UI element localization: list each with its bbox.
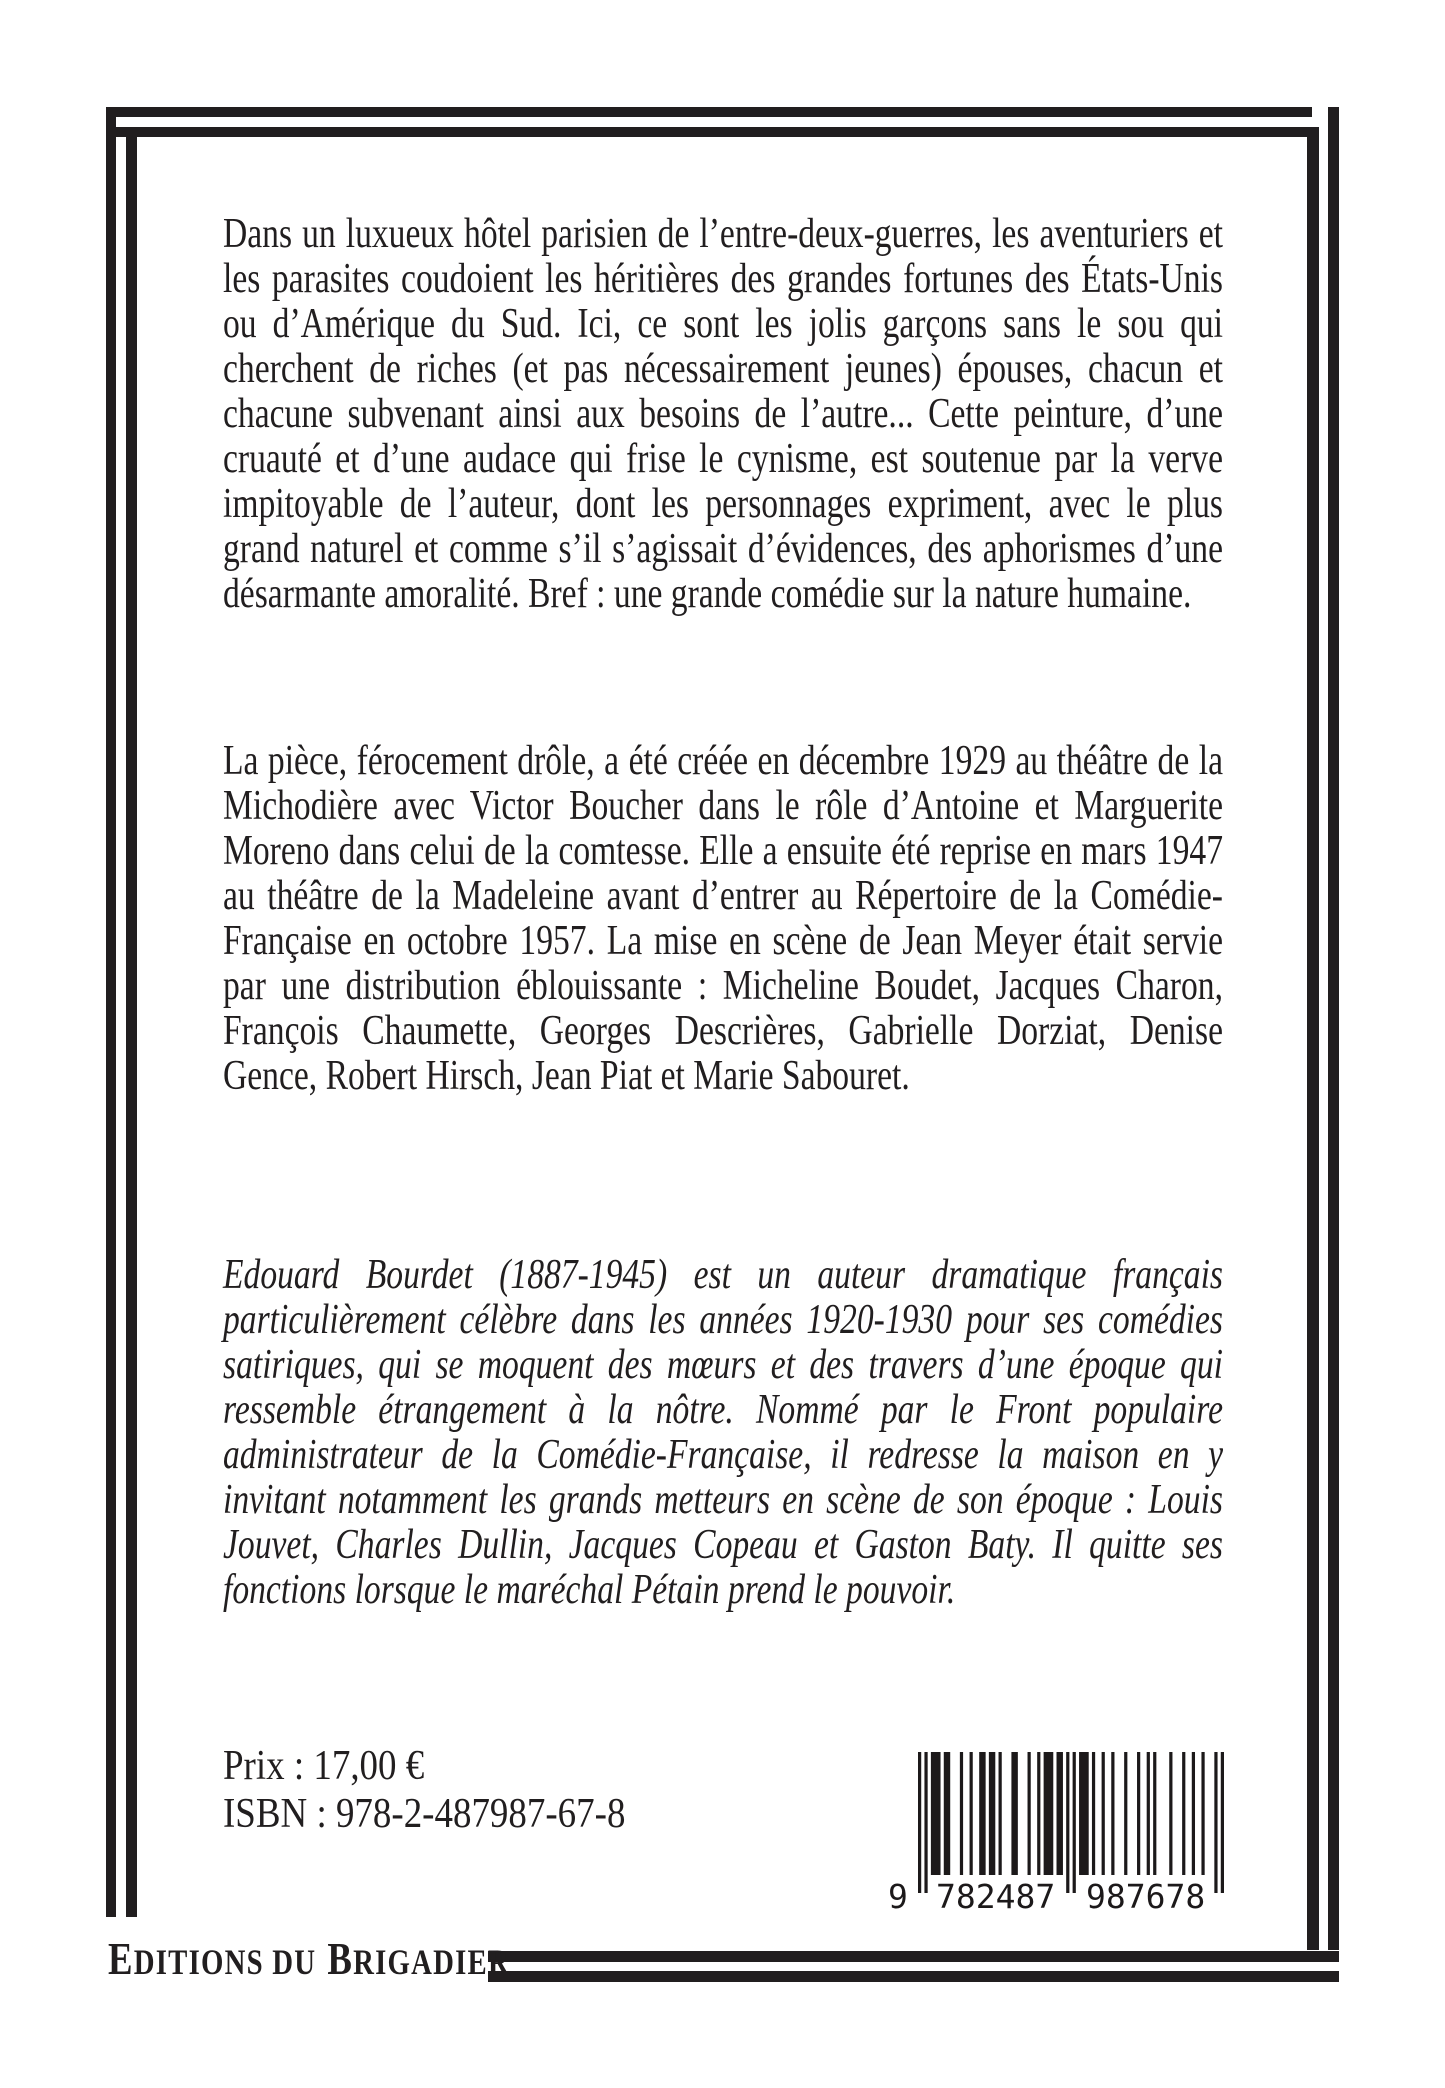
- price-text: Prix : 17,00 €: [223, 1743, 425, 1789]
- barcode-digits-left-group: 782487: [936, 1877, 1056, 1916]
- synopsis-paragraph: Dans un luxueux hôtel parisien de l’entre-deux-guerres, les aventuriers et les parasites coudoient les héritières des grandes fortunes des États-Unis ou d’Amérique du Sud. Ici, ce sont les jolis garçons sans le sou qui cherchent de riches (et pas nécessairement jeunes) épouses, chacun et chacune subvenant ainsi aux besoins de l’autre... Cette peinture, d’une cruauté et d’une audace qui frise le cynisme, est soutenue par la verve impitoyable de l’auteur, dont les personnages expriment, avec le plus grand naturel et comme s’il s’agissait d’évidences, des aphorismes d’une désarmante amoralité. Bref : une grande comédie sur la nature humaine.: [223, 211, 1223, 617]
- frame-rule-left-outer: [106, 107, 116, 1917]
- frame-rule-bottom-inner: [488, 1951, 1339, 1962]
- publisher-word1-initial: E: [108, 1933, 134, 1984]
- isbn-text: ISBN : 978-2-487987-67-8: [223, 1791, 626, 1837]
- frame-rule-right-inner: [1307, 127, 1319, 1950]
- author-bio-paragraph: Edouard Bourdet (1887-1945) est un auteur dramatique français particulièrement célèbre dans les années 1920-1930 pour ses comédies satiriques, qui se moquent des mœurs et des travers d’une époque qui ressemble étrangement à la nôtre. Nommé par le Front populaire administrateur de la Comédie-Française, il redresse la maison en y invitant notamment les grands metteurs en scène de son époque : Louis Jouvet, Charles Dullin, Jacques Copeau et Gaston Baty. Il quitte ses fonctions lorsque le maréchal Pétain prend le pouvoir.: [223, 1252, 1223, 1613]
- production-history-paragraph: La pièce, férocement drôle, a été créée en décembre 1929 au théâtre de la Michodière avec Victor Boucher dans le rôle d’Antoine et Marguerite Moreno dans celui de la comtesse. Elle a ensuite été reprise en mars 1947 au théâtre de la Madeleine avant d’entrer au Répertoire de la Comédie-Française en octobre 1957. La mise en scène de Jean Meyer était servie par une distribution éblouissante : Micheline Boudet, Jacques Charon, François Chaumette, Georges Descrières, Gabrielle Dorziat, Denise Gence, Robert Hirsch, Jean Piat et Marie Sabouret.: [223, 738, 1223, 1099]
- barcode-digits-right-group: 987678: [1086, 1877, 1206, 1916]
- frame-rule-top-inner: [106, 127, 1319, 137]
- frame-rule-top-outer: [106, 107, 1312, 117]
- ean13-barcode: [888, 1752, 1224, 1917]
- frame-rule-bottom-outer: [488, 1971, 1339, 1982]
- barcode-bars: [918, 1752, 1224, 1893]
- publisher-word2-rest: RIGADIER: [353, 1942, 510, 1982]
- price-isbn-block: [223, 1742, 625, 1838]
- frame-rule-right-outer: [1328, 107, 1339, 1950]
- frame-rule-left-inner: [126, 127, 137, 1917]
- publisher-word1-rest: DITIONS DU: [133, 1942, 317, 1982]
- publisher-word2-initial: B: [327, 1933, 354, 1984]
- publisher-imprint: [108, 1934, 510, 1995]
- barcode-digit-leading: 9: [888, 1877, 908, 1916]
